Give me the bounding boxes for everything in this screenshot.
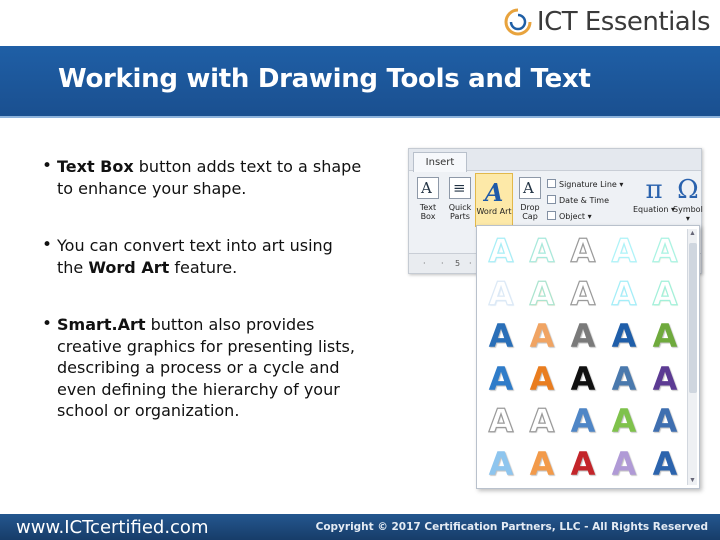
text-box-button[interactable] [413, 177, 443, 221]
word-art-label: Word Art [476, 207, 512, 216]
quick-parts-glyph: ≡ [453, 179, 466, 197]
scroll-thumb[interactable] [689, 243, 697, 393]
title-band [0, 46, 720, 118]
ruler-mark: 5 [455, 259, 461, 268]
word-art-style-swatch[interactable]: A [570, 444, 596, 483]
word-art-style-swatch[interactable]: A [611, 274, 637, 313]
drop-cap-glyph: A [523, 179, 534, 197]
word-art-style-swatch[interactable]: A [529, 274, 555, 313]
bullet-bold: Word Art [88, 257, 170, 277]
word-art-style-swatch[interactable]: A [611, 444, 637, 483]
omega-icon: Ω [677, 175, 699, 205]
date-time-icon [547, 195, 556, 204]
quick-parts-label: Quick Parts [448, 203, 472, 221]
word-art-style-swatch[interactable]: A [488, 444, 514, 483]
equation-button[interactable] [633, 175, 675, 214]
text-box-glyph: A [421, 179, 432, 197]
word-art-style-swatch[interactable]: A [570, 232, 596, 270]
word-art-style-swatch[interactable]: A [570, 317, 596, 355]
logo-mark-icon [503, 7, 533, 37]
drop-cap-label: Drop Cap [520, 203, 540, 221]
word-art-style-swatch[interactable]: A [611, 317, 637, 355]
drop-cap-button[interactable] [515, 177, 545, 221]
text-box-icon [417, 177, 439, 199]
word-art-style-swatch[interactable]: A [529, 232, 555, 270]
text-box-label: Text Box [419, 203, 437, 221]
bullet-text: button also provides creative graphics for presenting lists, describing a process or a cycle and even defining the hierarchy of your school or organization. [57, 315, 355, 420]
quick-parts-icon [449, 177, 471, 199]
pi-icon: π [645, 175, 663, 205]
object-button[interactable] [547, 211, 592, 221]
word-art-icon: A [484, 178, 504, 207]
word-art-style-swatch[interactable]: A [611, 402, 637, 440]
bullet-text: button adds text to a shape to enhance your shape. [57, 157, 362, 198]
ruler-mark: · [423, 259, 426, 268]
footer-copyright: Copyright © 2017 Certification Partners, LLC - All Rights Reserved [315, 521, 708, 533]
word-art-style-swatch[interactable]: A [529, 317, 555, 355]
tab-insert[interactable]: Insert [413, 152, 467, 172]
bullet-item-word-art [42, 235, 362, 278]
date-time-label: Date & Time [559, 196, 610, 205]
word-art-grid [481, 230, 685, 486]
word-art-style-swatch[interactable]: A [488, 359, 514, 398]
word-art-button[interactable] [475, 173, 513, 227]
word-art-style-swatch[interactable]: A [529, 359, 555, 398]
word-art-style-swatch[interactable]: A [570, 359, 596, 398]
word-art-style-swatch[interactable]: A [529, 444, 555, 483]
scroll-up-icon[interactable]: ▲ [689, 230, 696, 237]
scroll-down-icon[interactable]: ▼ [689, 477, 696, 484]
object-label: Object ▾ [559, 212, 592, 221]
bullet-bold-lead: Smart.Art [57, 315, 146, 334]
bullet-list [42, 156, 362, 458]
object-icon [547, 211, 556, 220]
quick-parts-button[interactable] [445, 177, 475, 221]
gallery-scrollbar[interactable] [687, 229, 697, 485]
word-art-style-swatch[interactable]: A [488, 317, 514, 355]
slide-title: Working with Drawing Tools and Text [58, 64, 591, 94]
equation-label: Equation ▾ [633, 205, 675, 214]
signature-line-label: Signature Line ▾ [559, 180, 624, 189]
bullet-text: feature. [169, 257, 238, 277]
signature-line-icon [547, 179, 556, 188]
word-art-style-swatch[interactable]: A [529, 402, 555, 440]
word-art-style-swatch[interactable]: A [611, 232, 637, 270]
bullet-bold-lead: Text Box [57, 157, 134, 176]
logo-text: ICT Essentials [536, 7, 710, 37]
word-art-style-swatch[interactable]: A [652, 317, 678, 355]
date-time-button[interactable] [547, 195, 609, 205]
word-art-style-swatch[interactable]: A [652, 359, 678, 398]
word-art-style-swatch[interactable]: A [488, 402, 514, 440]
bullet-item-text-box [42, 156, 362, 199]
word-art-style-swatch[interactable]: A [652, 444, 678, 483]
word-art-style-swatch[interactable]: A [652, 232, 678, 270]
word-art-style-swatch[interactable]: A [652, 402, 678, 440]
ict-essentials-logo [503, 4, 710, 40]
drop-cap-icon [519, 177, 541, 199]
footer-url: www.ICTcertified.com [16, 517, 209, 538]
signature-line-button[interactable] [547, 179, 623, 189]
symbol-label: Symbol ▾ [673, 205, 703, 223]
word-art-style-swatch[interactable]: A [488, 274, 514, 313]
word-art-style-swatch[interactable]: A [611, 359, 637, 398]
word-art-style-swatch[interactable]: A [652, 274, 678, 313]
word-art-style-swatch[interactable]: A [570, 402, 596, 440]
word-art-style-swatch[interactable]: A [488, 232, 514, 270]
bullet-text: You can convert text into art using the [57, 236, 333, 277]
bullet-item-smart-art [42, 314, 362, 422]
ruler-mark: · [469, 259, 472, 268]
footer-band [0, 514, 720, 540]
ruler-mark: · [441, 259, 444, 268]
word-art-gallery [476, 225, 700, 489]
symbol-button[interactable] [673, 175, 703, 223]
word-art-style-swatch[interactable]: A [570, 274, 596, 313]
